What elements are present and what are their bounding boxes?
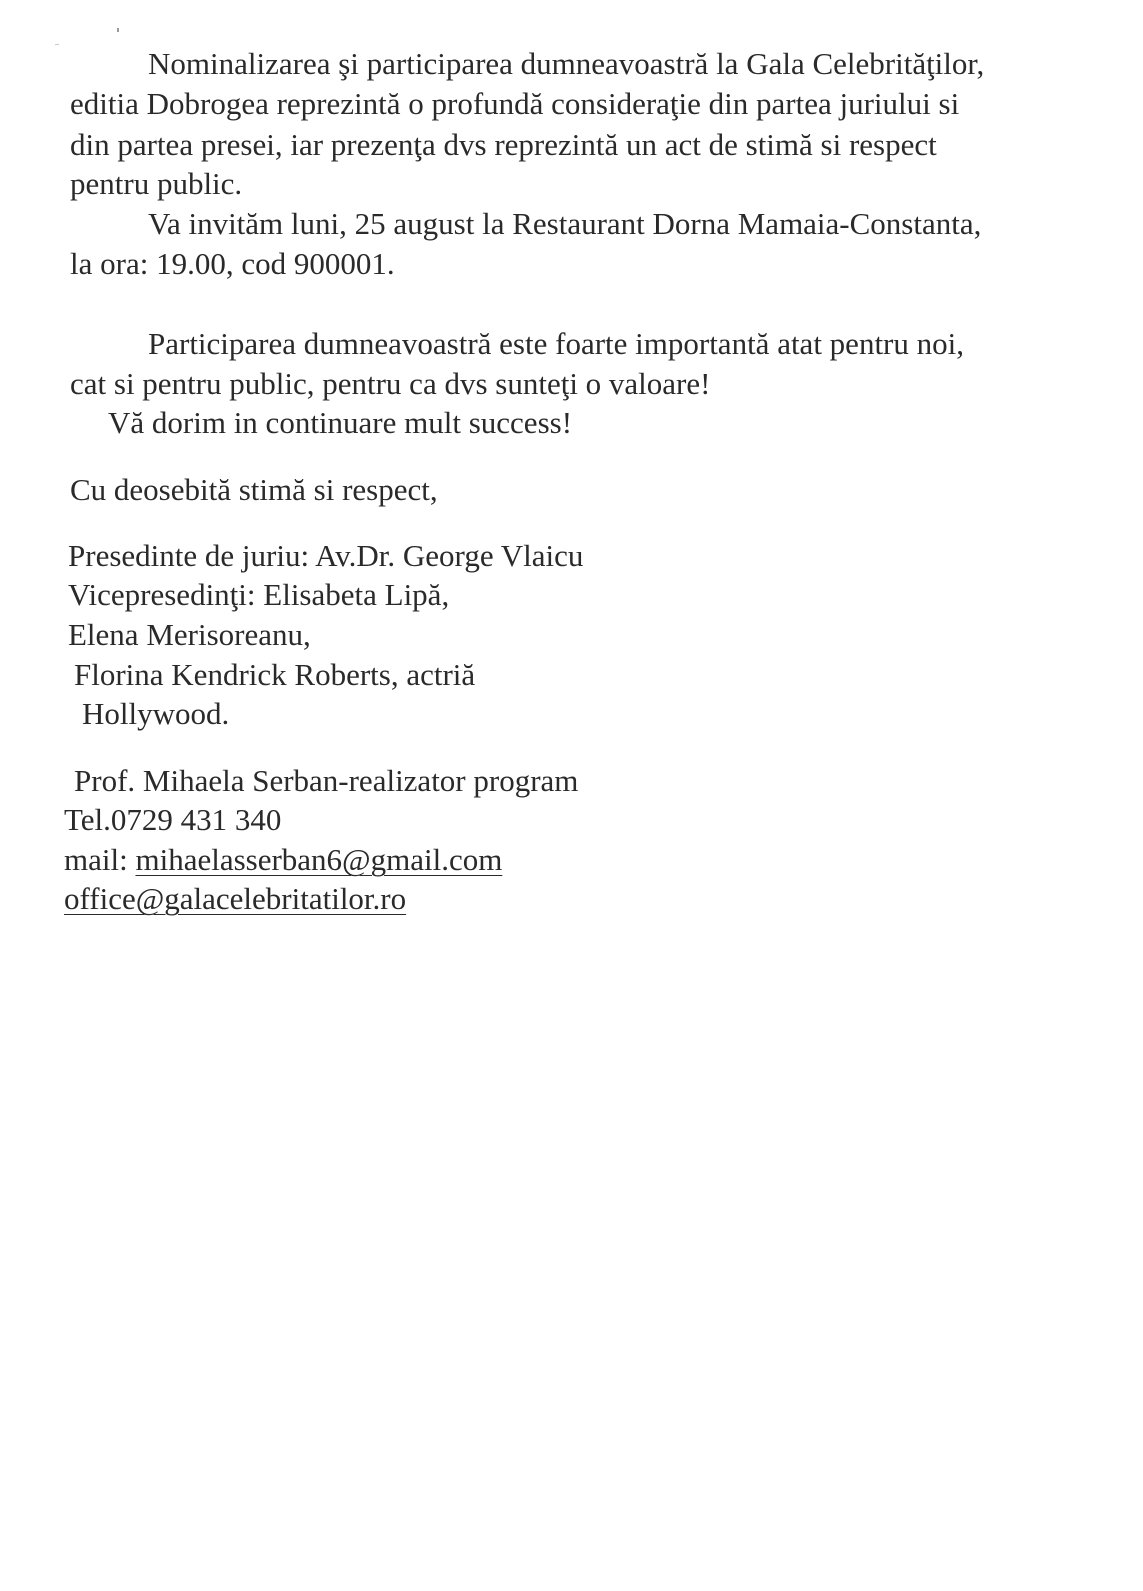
paragraph-2-line-2: la ora: 19.00, cod 900001. <box>70 246 395 281</box>
jury-vice-president-4: Hollywood. <box>82 696 230 731</box>
jury-vice-president-1: Vicepresedinţi: Elisabeta Lipă, <box>68 577 450 612</box>
scan-speck <box>117 28 119 32</box>
paragraph-1-line-3: din partea presei, iar prezenţa dvs reprezintă un act de stimă si respect <box>70 127 937 162</box>
paragraph-2-line-1: Va invităm luni, 25 august la Restaurant Dorna Mamaia-Constanta, <box>148 206 982 241</box>
organizer-line: Prof. Mihaela Serban-realizator program <box>74 763 579 798</box>
jury-vice-president-2: Elena Merisoreanu, <box>68 617 311 652</box>
paragraph-1-line-2-text: editia Dobrogea reprezintă o profundă consideraţie din partea juriului si <box>70 86 960 121</box>
closing-salutation: Cu deosebită stimă si respect, <box>70 472 438 507</box>
office-email-line <box>64 881 406 917</box>
paragraph-3-line-2: cat si pentru public, pentru ca dvs sunteţi o valoare! <box>70 366 711 401</box>
phone-line: Tel.0729 431 340 <box>64 802 282 837</box>
paragraph-1-line-4: pentru public. <box>70 166 243 201</box>
office-email-link[interactable]: office@galacelebritatilor.ro <box>64 881 407 916</box>
mail-link[interactable]: mihaelasserban6@gmail.com <box>135 842 503 877</box>
jury-vice-president-3: Florina Kendrick Roberts, actriă <box>74 657 476 692</box>
scan-speck <box>55 44 59 45</box>
mail-line <box>64 842 502 878</box>
paragraph-3-line-3: Vă dorim in continuare mult success! <box>108 405 573 440</box>
mail-label: mail: <box>64 842 136 877</box>
paragraph-1-line-2 <box>70 86 1090 122</box>
paragraph-3-line-1: Participarea dumneavoastră este foarte importantă atat pentru noi, <box>148 326 964 361</box>
jury-president: Presedinte de juriu: Av.Dr. George Vlaicu <box>68 538 584 573</box>
paragraph-1-line-1: Nominalizarea şi participarea dumneavoastră la Gala Celebrităţilor, <box>148 46 985 81</box>
